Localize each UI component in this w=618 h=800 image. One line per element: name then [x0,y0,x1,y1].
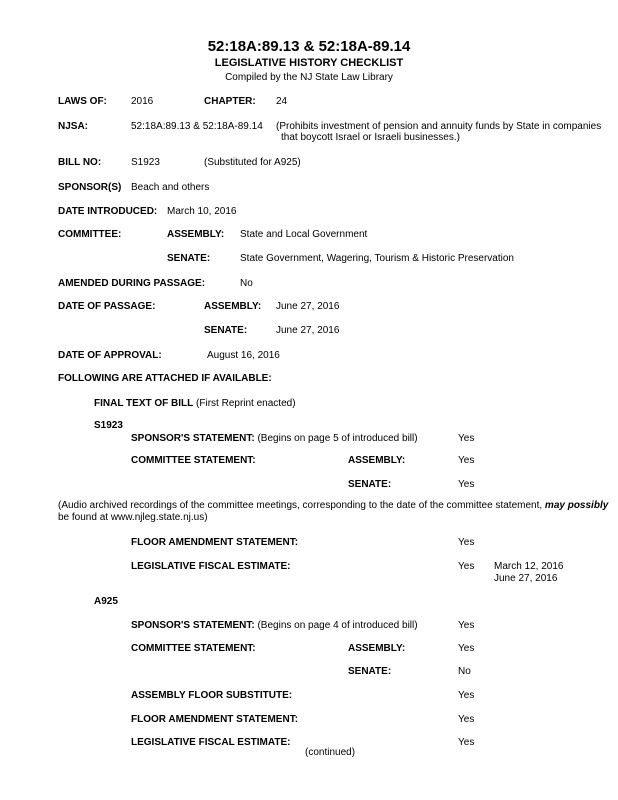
s1923-fiscal-label: LEGISLATIVE FISCAL ESTIMATE: [131,561,291,572]
a925-floor-value: Yes [458,714,475,725]
committee-assembly-label: ASSEMBLY: [167,229,225,240]
a925-sponsor-label: SPONSOR'S STATEMENT: [131,620,255,631]
audio-note-line1 [58,500,608,512]
laws-of-value: 2016 [131,96,154,107]
s1923-sponsor-row [131,433,418,445]
amended-label: AMENDED DURING PASSAGE: [58,278,206,289]
final-text-label: FINAL TEXT OF BILL [94,398,194,409]
continued-note: (continued) [305,747,356,758]
njsa-value: 52:18A:89.13 & 52:18A-89.14 [131,121,263,132]
passage-assembly-value: June 27, 2016 [276,301,340,312]
audio-note-part1: (Audio archived recordings of the committee meetings, corresponding to the date of the committee statement, [58,500,543,511]
njsa-description-line2: that boycott Israel or Israeli businesses.) [281,132,460,143]
chapter-value: 24 [276,96,288,107]
audio-note-emphasis: may possibly [544,500,609,511]
s1923-assembly-label: ASSEMBLY: [348,455,406,466]
s1923-senate-label: SENATE: [348,479,392,490]
a925-heading: A925 [94,596,118,607]
date-of-approval-value: August 16, 2016 [207,350,280,361]
committee-label: COMMITTEE: [58,229,122,240]
sponsors-value: Beach and others [131,182,210,193]
committee-senate-label: SENATE: [167,253,211,264]
s1923-floor-label: FLOOR AMENDMENT STATEMENT: [131,537,299,548]
a925-sponsor-note: (Begins on page 4 of introduced bill) [257,620,418,631]
s1923-floor-value: Yes [458,537,475,548]
bill-no-note: (Substituted for A925) [204,157,301,168]
s1923-fiscal-value: Yes [458,561,475,572]
following-heading: FOLLOWING ARE ATTACHED IF AVAILABLE: [58,373,272,384]
a925-sponsor-value: Yes [458,620,475,631]
s1923-fiscal-date1: March 12, 2016 [494,561,564,572]
committee-assembly-value: State and Local Government [240,229,368,240]
s1923-assembly-value: Yes [458,455,475,466]
page-subtitle: LEGISLATIVE HISTORY CHECKLIST [214,57,404,69]
date-of-passage-label: DATE OF PASSAGE: [58,301,156,312]
njsa-description-line1: (Prohibits investment of pension and annuity funds by State in companies [276,121,602,132]
sponsors-label: SPONSOR(S) [58,182,122,193]
passage-assembly-label: ASSEMBLY: [204,301,262,312]
date-introduced-label: DATE INTRODUCED: [58,206,158,217]
bill-no-label: BILL NO: [58,157,102,168]
s1923-committee-label: COMMITTEE STATEMENT: [131,455,256,466]
bill-no-value: S1923 [131,157,160,168]
audio-note-part2: be found at www.njleg.state.nj.us) [58,512,208,523]
amended-value: No [240,278,253,289]
passage-senate-value: June 27, 2016 [276,325,340,336]
a925-senate-value: No [458,666,471,677]
laws-of-label: LAWS OF: [58,96,107,107]
s1923-sponsor-value: Yes [458,433,475,444]
date-of-approval-label: DATE OF APPROVAL: [58,350,162,361]
date-introduced-value: March 10, 2016 [167,206,237,217]
a925-sponsor-row [131,620,418,632]
chapter-label: CHAPTER: [204,96,256,107]
a925-fiscal-value: Yes [458,737,475,748]
a925-substitute-value: Yes [458,690,475,701]
s1923-senate-value: Yes [458,479,475,490]
final-text-note: (First Reprint enacted) [196,398,296,409]
committee-senate-value: State Government, Wagering, Tourism & Historic Preservation [240,253,514,264]
a925-floor-label: FLOOR AMENDMENT STATEMENT: [131,714,299,725]
njsa-label: NJSA: [58,121,89,132]
a925-assembly-value: Yes [458,643,475,654]
s1923-sponsor-note: (Begins on page 5 of introduced bill) [257,433,418,444]
compiled-by: Compiled by the NJ State Law Library [225,72,393,83]
a925-committee-label: COMMITTEE STATEMENT: [131,643,256,654]
page-title: 52:18A:89.13 & 52:18A-89.14 [207,38,411,55]
a925-assembly-label: ASSEMBLY: [348,643,406,654]
s1923-sponsor-label: SPONSOR'S STATEMENT: [131,433,255,444]
a925-senate-label: SENATE: [348,666,392,677]
a925-substitute-label: ASSEMBLY FLOOR SUBSTITUTE: [131,690,293,701]
final-text-row [94,398,296,410]
s1923-fiscal-date2: June 27, 2016 [494,573,558,584]
passage-senate-label: SENATE: [204,325,248,336]
a925-fiscal-label: LEGISLATIVE FISCAL ESTIMATE: [131,737,291,748]
s1923-heading: S1923 [94,420,123,431]
